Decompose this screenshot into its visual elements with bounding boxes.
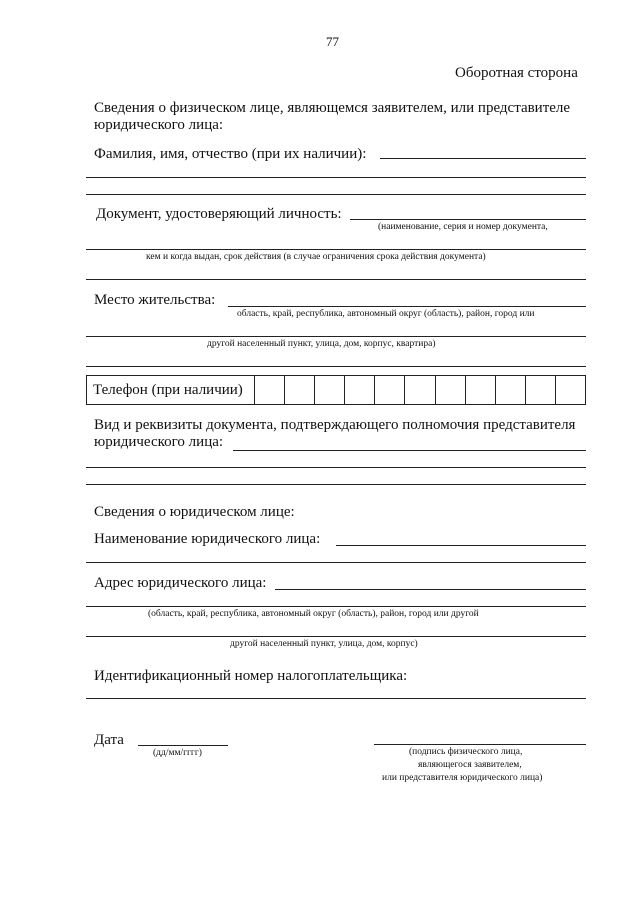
residence-hint-2: другой населенный пункт, улица, дом, корпус, квартира) xyxy=(207,339,436,349)
authority-document-label-line1: Вид и реквизиты документа, подтверждающего полномочия представителя xyxy=(94,417,576,433)
side-label: Оборотная сторона xyxy=(455,65,578,81)
applicant-heading-line2: юридического лица: xyxy=(94,117,224,133)
fio-field-line3[interactable] xyxy=(86,194,586,195)
identity-document-field[interactable] xyxy=(350,219,586,220)
page-number: 77 xyxy=(326,34,339,49)
phone-digit-cell[interactable] xyxy=(255,376,285,404)
fio-field[interactable] xyxy=(380,158,586,159)
legal-entity-address-label: Адрес юридического лица: xyxy=(94,575,267,591)
signature-hint-1: (подпись физического лица, xyxy=(409,747,523,757)
authority-document-label-line2: юридического лица: xyxy=(94,434,224,450)
residence-field-line3[interactable] xyxy=(86,366,586,367)
identity-document-field-line3[interactable] xyxy=(86,279,586,280)
phone-digit-cell[interactable] xyxy=(315,376,345,404)
legal-entity-name-field[interactable] xyxy=(336,545,586,546)
inn-field[interactable] xyxy=(86,698,586,699)
applicant-heading-line1: Сведения о физическом лице, являющемся заявителем, или представителе xyxy=(94,100,571,116)
phone-digit-cell[interactable] xyxy=(496,376,526,404)
phone-digit-cell[interactable] xyxy=(285,376,315,404)
authority-document-field[interactable] xyxy=(233,450,586,451)
legal-entity-address-hint-2: другой населенный пункт, улица, дом, корпус) xyxy=(230,639,418,649)
fio-label: Фамилия, имя, отчество (при их наличии): xyxy=(94,146,367,162)
residence-field[interactable] xyxy=(228,306,586,307)
identity-document-label: Документ, удостоверяющий личность: xyxy=(96,206,342,222)
legal-entity-heading: Сведения о юридическом лице: xyxy=(94,504,295,520)
signature-hint-2: являющегося заявителем, xyxy=(418,760,522,770)
residence-hint-1: область, край, республика, автономный округ (область), район, город или xyxy=(237,309,535,319)
legal-entity-name-field-line2[interactable] xyxy=(86,562,586,563)
legal-entity-name-label: Наименование юридического лица: xyxy=(94,531,321,547)
phone-digit-cell[interactable] xyxy=(556,376,585,404)
date-field[interactable] xyxy=(138,745,228,746)
phone-digit-cell[interactable] xyxy=(405,376,435,404)
phone-row xyxy=(86,375,586,405)
fio-field-line2[interactable] xyxy=(86,177,586,178)
legal-entity-address-field-line3[interactable] xyxy=(86,636,586,637)
date-label: Дата xyxy=(94,732,124,748)
legal-entity-address-hint-1: (область, край, республика, автономный округ (область), район, город или другой xyxy=(148,609,479,619)
phone-digit-cell[interactable] xyxy=(466,376,496,404)
identity-document-hint-1: (наименование, серия и номер документа, xyxy=(378,222,548,232)
phone-digit-cell[interactable] xyxy=(526,376,556,404)
inn-label: Идентификационный номер налогоплательщика: xyxy=(94,668,408,684)
authority-document-field-line2[interactable] xyxy=(86,467,586,468)
phone-label: Телефон (при наличии) xyxy=(87,376,255,404)
residence-label: Место жительства: xyxy=(94,292,216,308)
identity-document-hint-2: кем и когда выдан, срок действия (в случае ограничения срока действия документа) xyxy=(146,252,486,262)
residence-field-line2[interactable] xyxy=(86,336,586,337)
legal-entity-address-field-line2[interactable] xyxy=(86,606,586,607)
authority-document-field-line3[interactable] xyxy=(86,484,586,485)
signature-field[interactable] xyxy=(374,744,586,745)
signature-hint-3: или представителя юридического лица) xyxy=(382,773,543,783)
identity-document-field-line2[interactable] xyxy=(86,249,586,250)
phone-digit-cell[interactable] xyxy=(345,376,375,404)
date-format-hint: (дд/мм/гггг) xyxy=(153,748,202,758)
legal-entity-address-field[interactable] xyxy=(275,589,586,590)
phone-digit-cell[interactable] xyxy=(436,376,466,404)
phone-digit-cell[interactable] xyxy=(375,376,405,404)
